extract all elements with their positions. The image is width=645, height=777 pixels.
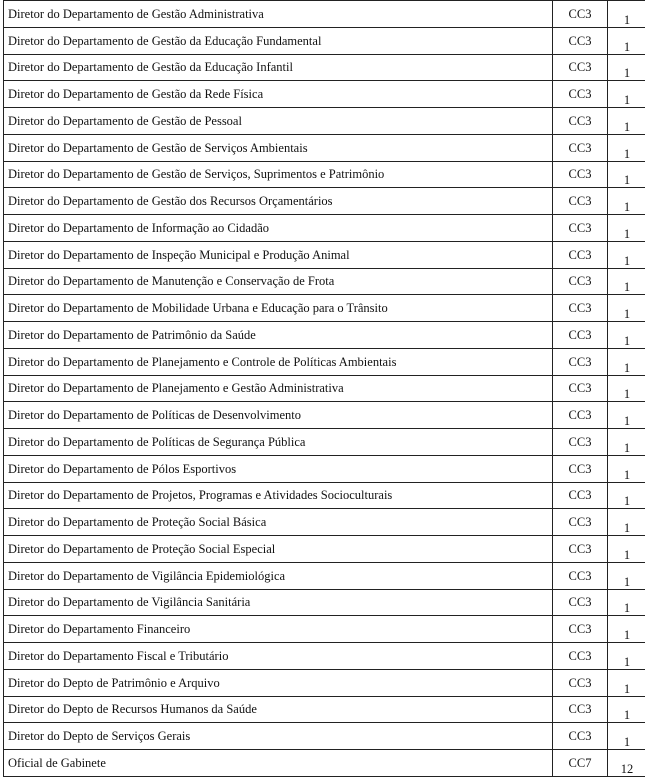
position-code-cell: CC3: [553, 322, 608, 349]
position-quantity-cell: 1: [608, 723, 645, 750]
position-title-cell: Diretor do Departamento de Mobilidade Urbana e Educação para o Trânsito: [4, 295, 553, 322]
table-row: [4, 161, 645, 188]
position-title-cell: Diretor do Departamento de Gestão da Educação Fundamental: [4, 27, 553, 54]
position-code-cell: CC3: [553, 81, 608, 108]
position-title-cell: Diretor do Depto de Recursos Humanos da Saúde: [4, 696, 553, 723]
position-title-cell: Diretor do Departamento de Gestão da Rede Física: [4, 81, 553, 108]
table-row: [4, 108, 645, 135]
position-code-cell: CC3: [553, 268, 608, 295]
position-quantity-cell: 1: [608, 429, 645, 456]
position-quantity-cell: 1: [608, 295, 645, 322]
position-title-cell: Diretor do Depto de Serviços Gerais: [4, 723, 553, 750]
position-code-cell: CC3: [553, 482, 608, 509]
table-row: [4, 27, 645, 54]
position-code-cell: CC3: [553, 54, 608, 81]
position-title-cell: Diretor do Departamento de Gestão dos Recursos Orçamentários: [4, 188, 553, 215]
position-quantity-cell: 1: [608, 54, 645, 81]
position-title-cell: Diretor do Departamento de Gestão de Serviços Ambientais: [4, 134, 553, 161]
table-row: [4, 750, 645, 777]
table-row: [4, 643, 645, 670]
position-quantity-cell: 1: [608, 589, 645, 616]
table-row: [4, 562, 645, 589]
position-title-cell: Diretor do Departamento de Políticas de Segurança Pública: [4, 429, 553, 456]
table-row: [4, 482, 645, 509]
position-title-cell: Diretor do Departamento de Vigilância Epidemiológica: [4, 562, 553, 589]
position-quantity-cell: 1: [608, 241, 645, 268]
table-row: [4, 402, 645, 429]
position-code-cell: CC3: [553, 429, 608, 456]
position-quantity-cell: 1: [608, 322, 645, 349]
position-code-cell: CC3: [553, 402, 608, 429]
position-code-cell: CC3: [553, 643, 608, 670]
position-code-cell: CC3: [553, 188, 608, 215]
position-quantity-cell: 1: [608, 509, 645, 536]
position-code-cell: CC3: [553, 215, 608, 242]
table-row: [4, 188, 645, 215]
position-title-cell: Diretor do Departamento Financeiro: [4, 616, 553, 643]
table-row: [4, 348, 645, 375]
position-quantity-cell: 1: [608, 108, 645, 135]
position-code-cell: CC3: [553, 509, 608, 536]
position-quantity-cell: 1: [608, 375, 645, 402]
position-quantity-cell: 1: [608, 669, 645, 696]
table-row: [4, 536, 645, 563]
position-quantity-cell: 1: [608, 348, 645, 375]
position-title-cell: Diretor do Departamento de Informação ao Cidadão: [4, 215, 553, 242]
table-row: [4, 81, 645, 108]
position-quantity-cell: 1: [608, 188, 645, 215]
table-row: [4, 268, 645, 295]
table-row: [4, 241, 645, 268]
position-title-cell: Diretor do Departamento de Projetos, Programas e Atividades Socioculturais: [4, 482, 553, 509]
position-quantity-cell: 1: [608, 696, 645, 723]
table-row: [4, 723, 645, 750]
table-row: [4, 215, 645, 242]
table-row: [4, 54, 645, 81]
position-quantity-cell: 1: [608, 616, 645, 643]
table-row: [4, 589, 645, 616]
position-code-cell: CC7: [553, 750, 608, 777]
position-code-cell: CC3: [553, 455, 608, 482]
position-title-cell: Diretor do Departamento de Gestão de Pessoal: [4, 108, 553, 135]
position-code-cell: CC3: [553, 723, 608, 750]
table-row: [4, 455, 645, 482]
position-code-cell: CC3: [553, 616, 608, 643]
position-code-cell: CC3: [553, 1, 608, 28]
position-code-cell: CC3: [553, 375, 608, 402]
position-title-cell: Oficial de Gabinete: [4, 750, 553, 777]
table-row: [4, 669, 645, 696]
position-title-cell: Diretor do Departamento de Proteção Social Especial: [4, 536, 553, 563]
position-quantity-cell: 1: [608, 455, 645, 482]
position-code-cell: CC3: [553, 295, 608, 322]
position-title-cell: Diretor do Departamento Fiscal e Tributário: [4, 643, 553, 670]
table-row: [4, 616, 645, 643]
position-code-cell: CC3: [553, 348, 608, 375]
position-quantity-cell: 1: [608, 482, 645, 509]
position-quantity-cell: 1: [608, 134, 645, 161]
position-code-cell: CC3: [553, 108, 608, 135]
position-title-cell: Diretor do Departamento de Gestão da Educação Infantil: [4, 54, 553, 81]
position-title-cell: Diretor do Departamento de Patrimônio da Saúde: [4, 322, 553, 349]
position-title-cell: Diretor do Depto de Patrimônio e Arquivo: [4, 669, 553, 696]
table-row: [4, 375, 645, 402]
position-quantity-cell: 1: [608, 643, 645, 670]
position-title-cell: Diretor do Departamento de Gestão Administrativa: [4, 1, 553, 28]
position-code-cell: CC3: [553, 669, 608, 696]
position-quantity-cell: 1: [608, 215, 645, 242]
position-quantity-cell: 1: [608, 268, 645, 295]
positions-table: [3, 0, 645, 777]
position-code-cell: CC3: [553, 134, 608, 161]
table-row: [4, 322, 645, 349]
position-code-cell: CC3: [553, 536, 608, 563]
position-code-cell: CC3: [553, 27, 608, 54]
position-title-cell: Diretor do Departamento de Vigilância Sanitária: [4, 589, 553, 616]
position-title-cell: Diretor do Departamento de Planejamento e Controle de Políticas Ambientais: [4, 348, 553, 375]
position-code-cell: CC3: [553, 161, 608, 188]
position-quantity-cell: 1: [608, 562, 645, 589]
position-quantity-cell: 12: [608, 750, 645, 777]
position-title-cell: Diretor do Departamento de Proteção Social Básica: [4, 509, 553, 536]
position-title-cell: Diretor do Departamento de Manutenção e Conservação de Frota: [4, 268, 553, 295]
position-code-cell: CC3: [553, 589, 608, 616]
table-row: [4, 429, 645, 456]
table-row: [4, 696, 645, 723]
position-title-cell: Diretor do Departamento de Inspeção Municipal e Produção Animal: [4, 241, 553, 268]
table-row: [4, 1, 645, 28]
position-title-cell: Diretor do Departamento de Pólos Esportivos: [4, 455, 553, 482]
table-row: [4, 509, 645, 536]
position-quantity-cell: 1: [608, 27, 645, 54]
position-title-cell: Diretor do Departamento de Políticas de Desenvolvimento: [4, 402, 553, 429]
position-code-cell: CC3: [553, 562, 608, 589]
position-code-cell: CC3: [553, 696, 608, 723]
position-title-cell: Diretor do Departamento de Gestão de Serviços, Suprimentos e Patrimônio: [4, 161, 553, 188]
table-row: [4, 295, 645, 322]
position-quantity-cell: 1: [608, 536, 645, 563]
position-quantity-cell: 1: [608, 1, 645, 28]
position-quantity-cell: 1: [608, 161, 645, 188]
table-row: [4, 134, 645, 161]
position-title-cell: Diretor do Departamento de Planejamento e Gestão Administrativa: [4, 375, 553, 402]
positions-table-body: [4, 1, 645, 777]
position-quantity-cell: 1: [608, 402, 645, 429]
position-code-cell: CC3: [553, 241, 608, 268]
position-quantity-cell: 1: [608, 81, 645, 108]
